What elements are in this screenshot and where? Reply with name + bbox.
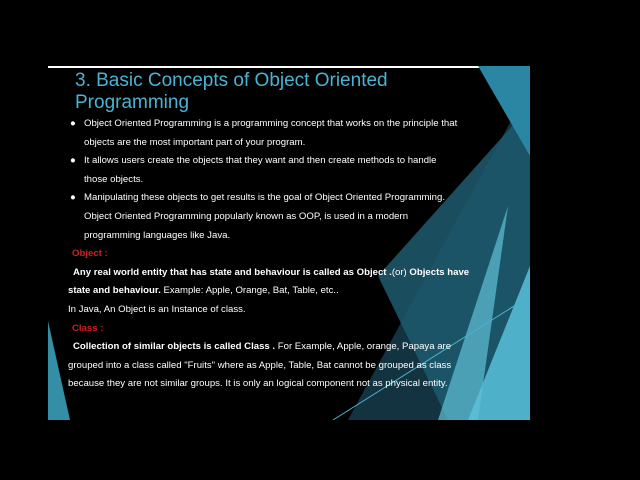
slide: [48, 66, 530, 420]
object-definition-cont: state and behaviour. Example: Apple, Orange, Bat, Table, etc..: [68, 285, 339, 297]
bullet-dot-icon: ●: [70, 192, 76, 204]
object-note: In Java, An Object is an Instance of class.: [68, 303, 246, 315]
bullet-dot-icon: ●: [70, 118, 76, 129]
class-definition-line3: because they are not similar groups. It is only an logical component not as physical entity.: [68, 378, 448, 390]
bullet-dot-icon: ●: [70, 155, 76, 167]
class-definition-line2: grouped into a class called "Fruits" where as Apple, Table, Bat cannot be grouped as class: [68, 359, 452, 371]
object-heading: Object :: [72, 248, 108, 260]
left-edge-triangle: [48, 321, 70, 420]
object-definition: Any real world entity that has state and behaviour is called as Object .(or) Objects have: [73, 266, 470, 278]
bullet-item: ● Object Oriented Programming is a programming concept that works on the principle that objects are the most important part of your program.: [68, 115, 518, 152]
bullet-item: ● Manipulating these objects to get results is the goal of Object Oriented Programming. Object Oriented Programming popularly known as OOP, is used in a modern programming languages like Java.: [68, 189, 518, 245]
slide-body: [68, 115, 518, 394]
class-definition: Collection of similar objects is called Class . For Example, Apple, orange, Papaya are: [73, 341, 452, 353]
slide-title: 3. Basic Concepts of Object Oriented Programming: [75, 70, 388, 113]
class-heading: Class :: [72, 322, 104, 334]
bullet-item: ● It allows users create the objects that they want and then create methods to handle those objects.: [68, 152, 518, 189]
